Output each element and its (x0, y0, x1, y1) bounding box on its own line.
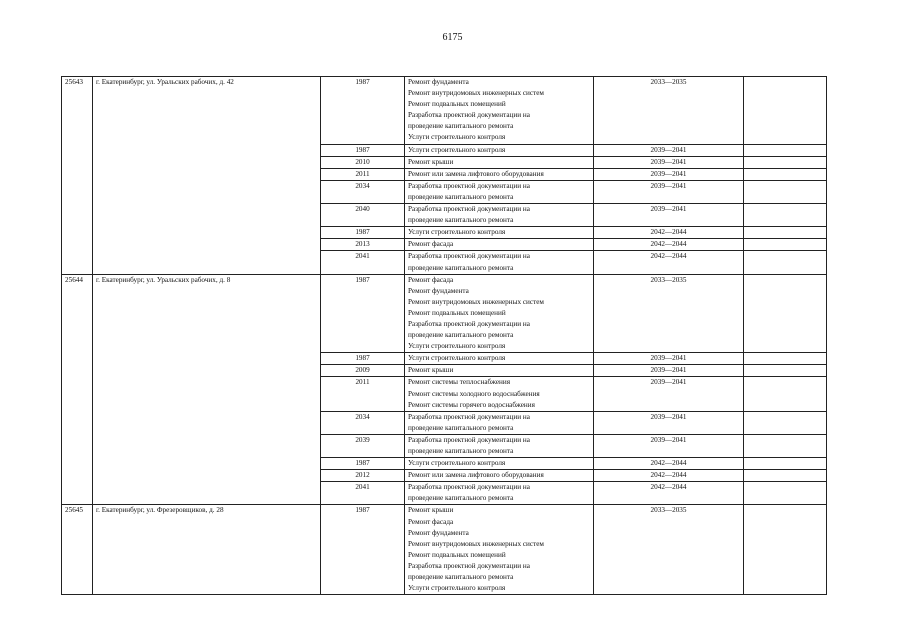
table-row (62, 77, 827, 145)
period-cell: 2039—2041 (594, 144, 744, 156)
work-type-line: проведение капитального ремонта (408, 447, 514, 455)
work-type-line: Ремонт подвальных помещений (408, 308, 506, 317)
year-cell: 1987 (321, 505, 405, 595)
year-cell: 1987 (321, 458, 405, 470)
address-cell: г. Екатеринбург, ул. Фрезеровщиков, д. 28 (93, 505, 321, 595)
work-type-line: Ремонт фасада (408, 240, 454, 249)
empty-cell (744, 156, 827, 168)
work-type-line: Разработка проектной документации на (408, 561, 530, 570)
table-row (62, 505, 827, 595)
empty-cell (744, 239, 827, 251)
building-id-cell: 25645 (62, 505, 93, 595)
year-cell: 2011 (321, 377, 405, 411)
table-row (62, 274, 827, 353)
work-type-line: Ремонт фундамента (408, 286, 469, 295)
work-type-line: Услуги строительного контроля (408, 228, 506, 237)
work-type-line: Ремонт фундамента (408, 78, 469, 86)
period-cell: 2033—2035 (594, 505, 744, 595)
work-type-cell (405, 274, 594, 353)
building-id-cell: 25643 (62, 77, 93, 275)
work-type-line: Разработка проектной документации на (408, 252, 530, 261)
work-type-line: проведение капитального ремонта (408, 331, 514, 340)
work-type-cell (405, 365, 594, 377)
empty-cell (744, 365, 827, 377)
work-type-line: Услуги строительного контроля (408, 459, 506, 468)
empty-cell (744, 353, 827, 365)
year-cell: 2012 (321, 470, 405, 482)
period-cell: 2042—2044 (594, 470, 744, 482)
empty-cell (744, 482, 827, 505)
work-type-line: Ремонт крыши (408, 506, 454, 515)
work-type-cell (405, 180, 594, 203)
work-type-line: Разработка проектной документации на (408, 111, 530, 120)
work-type-line: Разработка проектной документации на (408, 319, 530, 328)
work-type-line: Ремонт крыши (408, 366, 454, 375)
work-type-line: Ремонт фасада (408, 275, 454, 284)
work-type-line: Ремонт внутридомовых инженерных систем (408, 539, 544, 548)
work-type-line: Ремонт крыши (408, 157, 454, 166)
period-cell: 2039—2041 (594, 365, 744, 377)
period-cell: 2042—2044 (594, 227, 744, 239)
work-type-line: Ремонт подвальных помещений (408, 550, 506, 559)
period-cell: 2039—2041 (594, 156, 744, 168)
work-type-line: Разработка проектной документации на (408, 181, 530, 190)
period-cell: 2039—2041 (594, 180, 744, 203)
work-type-line: Ремонт системы холодного водоснабжения (408, 389, 540, 398)
address-cell: г. Екатеринбург, ул. Уральских рабочих, д. 42 (93, 77, 321, 275)
work-type-line: проведение капитального ремонта (408, 192, 514, 201)
work-type-cell (405, 227, 594, 239)
work-type-line: Услуги строительного контроля (408, 145, 506, 154)
work-type-line: Ремонт или замена лифтового оборудования (408, 471, 544, 480)
empty-cell (744, 470, 827, 482)
work-type-line: Ремонт внутридомовых инженерных систем (408, 89, 544, 98)
empty-cell (744, 180, 827, 203)
year-cell: 2009 (321, 365, 405, 377)
work-type-line: Ремонт фасада (408, 517, 454, 526)
period-cell: 2039—2041 (594, 434, 744, 457)
empty-cell (744, 227, 827, 239)
work-type-line: Разработка проектной документации на (408, 412, 530, 421)
work-type-line: Услуги строительного контроля (408, 354, 506, 363)
empty-cell (744, 505, 827, 595)
year-cell: 2034 (321, 180, 405, 203)
work-type-cell (405, 353, 594, 365)
work-type-cell (405, 239, 594, 251)
empty-cell (744, 251, 827, 274)
year-cell: 2039 (321, 434, 405, 457)
period-cell: 2042—2044 (594, 482, 744, 505)
address-cell: г. Екатеринбург, ул. Уральских рабочих, д. 8 (93, 274, 321, 505)
work-type-line: Ремонт фундамента (408, 528, 469, 537)
empty-cell (744, 144, 827, 156)
page-number: 6175 (442, 32, 463, 43)
work-type-line: Разработка проектной документации на (408, 483, 530, 492)
work-type-line: проведение капитального ремонта (408, 216, 514, 225)
work-type-line: Разработка проектной документации на (408, 205, 530, 214)
period-cell: 2042—2044 (594, 239, 744, 251)
year-cell: 2041 (321, 482, 405, 505)
work-type-cell (405, 411, 594, 434)
work-type-line: Ремонт системы теплоснабжения (408, 378, 511, 387)
work-type-line: Разработка проектной документации на (408, 435, 530, 444)
work-type-line: проведение капитального ремонта (408, 122, 514, 131)
work-type-line: проведение капитального ремонта (408, 423, 514, 432)
year-cell: 2013 (321, 239, 405, 251)
period-cell: 2039—2041 (594, 377, 744, 411)
empty-cell (744, 434, 827, 457)
work-type-line: проведение капитального ремонта (408, 494, 514, 503)
period-cell: 2039—2041 (594, 204, 744, 227)
period-cell: 2033—2035 (594, 274, 744, 353)
work-type-line: Услуги строительного контроля (408, 342, 506, 351)
period-cell: 2039—2041 (594, 353, 744, 365)
empty-cell (744, 377, 827, 411)
period-cell: 2042—2044 (594, 251, 744, 274)
empty-cell (744, 458, 827, 470)
empty-cell (744, 411, 827, 434)
work-type-line: Ремонт системы горячего водоснабжения (408, 400, 535, 409)
work-type-line: Услуги строительного контроля (408, 584, 506, 593)
work-type-cell (405, 204, 594, 227)
capital-repair-table (61, 76, 827, 595)
year-cell: 1987 (321, 353, 405, 365)
work-type-line: Услуги строительного контроля (408, 133, 506, 142)
work-type-cell (405, 505, 594, 595)
period-cell: 2039—2041 (594, 411, 744, 434)
work-type-cell (405, 144, 594, 156)
work-type-line: Ремонт подвальных помещений (408, 100, 506, 109)
year-cell: 2040 (321, 204, 405, 227)
table-body (62, 77, 827, 595)
empty-cell (744, 274, 827, 353)
year-cell: 1987 (321, 274, 405, 353)
work-type-cell (405, 156, 594, 168)
year-cell: 1987 (321, 227, 405, 239)
empty-cell (744, 168, 827, 180)
period-cell: 2033—2035 (594, 77, 744, 145)
work-type-cell (405, 377, 594, 411)
work-type-line: Ремонт внутридомовых инженерных систем (408, 297, 544, 306)
work-type-line: проведение капитального ремонта (408, 263, 514, 272)
period-cell: 2042—2044 (594, 458, 744, 470)
work-type-cell (405, 168, 594, 180)
work-type-line: проведение капитального ремонта (408, 573, 514, 582)
year-cell: 2041 (321, 251, 405, 274)
building-id-cell: 25644 (62, 274, 93, 505)
work-type-cell (405, 77, 594, 145)
work-type-cell (405, 434, 594, 457)
year-cell: 1987 (321, 144, 405, 156)
work-type-cell (405, 251, 594, 274)
empty-cell (744, 204, 827, 227)
work-type-line: Ремонт или замена лифтового оборудования (408, 169, 544, 178)
year-cell: 2034 (321, 411, 405, 434)
year-cell: 1987 (321, 77, 405, 145)
empty-cell (744, 77, 827, 145)
work-type-cell (405, 482, 594, 505)
work-type-cell (405, 470, 594, 482)
year-cell: 2010 (321, 156, 405, 168)
year-cell: 2011 (321, 168, 405, 180)
work-type-cell (405, 458, 594, 470)
period-cell: 2039—2041 (594, 168, 744, 180)
